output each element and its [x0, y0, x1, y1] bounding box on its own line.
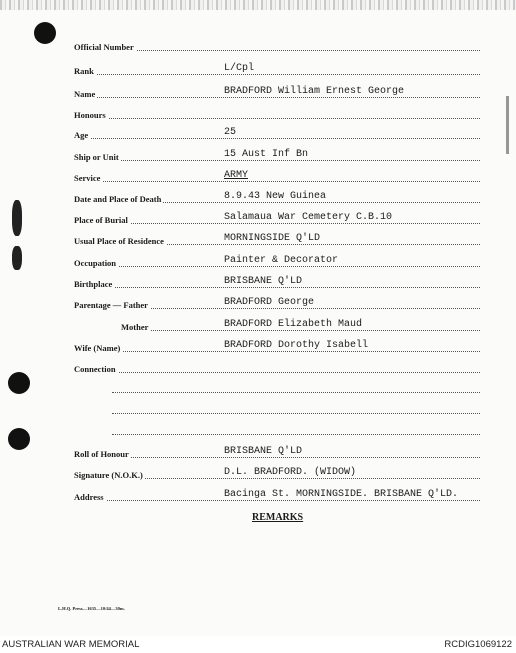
label-place-of-burial: Place of Burial: [74, 215, 128, 225]
scan-edge-noise: [0, 0, 516, 10]
label-roll-of-honour: Roll of Honour: [74, 449, 129, 459]
dotted-line: [74, 74, 480, 75]
label-honours: Honours: [74, 110, 106, 120]
label-rank: Rank: [74, 66, 94, 76]
row-honours: [74, 106, 480, 120]
row-connection: [74, 360, 480, 374]
dotted-line: [74, 181, 480, 182]
label-date-place-death: Date and Place of Death: [74, 194, 162, 204]
value-rank: L/Cpl: [224, 63, 255, 74]
label-occupation: Occupation: [74, 258, 117, 268]
connection-line-4: [112, 434, 480, 435]
dotted-line: [74, 223, 480, 224]
row-name: [74, 85, 480, 99]
dotted-line: [74, 160, 480, 161]
value-mother: BRADFORD Elizabeth Maud: [224, 319, 363, 330]
archive-footer: [0, 638, 516, 653]
row-ship-or-unit: [74, 148, 480, 162]
row-place-of-burial: [74, 211, 480, 225]
label-name: Name: [74, 89, 96, 99]
connection-line-3: [112, 413, 480, 414]
connection-line-2: [112, 392, 480, 393]
label-signature: Signature (N.O.K.): [74, 470, 143, 480]
dotted-line: [74, 372, 480, 373]
scan-blot-upper: [12, 200, 22, 236]
row-service: [74, 169, 480, 183]
row-usual-residence: [74, 232, 480, 246]
dotted-line: [74, 351, 480, 352]
row-birthplace: [74, 275, 480, 289]
value-father: BRADFORD George: [224, 297, 315, 308]
row-rank: [74, 62, 480, 76]
row-roll-of-honour: [74, 445, 480, 459]
label-usual-residence: Usual Place of Residence: [74, 236, 164, 246]
value-birthplace: BRISBANE Q'LD: [224, 276, 303, 287]
label-service: Service: [74, 173, 101, 183]
value-roll-of-honour: BRISBANE Q'LD: [224, 446, 303, 457]
label-connection: Connection: [74, 364, 116, 374]
dotted-line: [74, 266, 480, 267]
value-ship-or-unit: 15 Aust Inf Bn: [224, 149, 309, 160]
value-place-of-burial: Salamaua War Cemetery C.B.10: [224, 212, 393, 223]
dotted-line: [74, 500, 480, 501]
dotted-line: [74, 457, 480, 458]
value-signature: D.L. BRADFORD. (WIDOW): [224, 467, 357, 478]
row-date-place-death: [74, 190, 480, 204]
label-father: Parentage — Father: [74, 300, 148, 310]
punch-hole-top: [34, 22, 56, 44]
value-name: BRADFORD William Ernest George: [224, 86, 405, 97]
row-signature: [74, 466, 480, 480]
row-mother: [121, 318, 480, 332]
scan-blot-middle: [12, 246, 22, 270]
value-wife: BRADFORD Dorothy Isabell: [224, 340, 369, 351]
label-official-number: Official Number: [74, 42, 134, 52]
value-service: ARMY: [224, 170, 249, 181]
label-ship-or-unit: Ship or Unit: [74, 152, 119, 162]
label-age: Age: [74, 130, 89, 140]
row-wife: [74, 339, 480, 353]
dotted-line: [74, 287, 480, 288]
row-official-number: [74, 38, 480, 52]
printer-note: L.H.Q. Press—1635—10/44—30m.: [58, 606, 125, 611]
dotted-line: [74, 138, 480, 139]
label-mother: Mother: [121, 322, 149, 332]
value-usual-residence: MORNINGSIDE Q'LD: [224, 233, 321, 244]
scan-edge-mark: [506, 96, 509, 154]
footer-record-id: RCDIG1069122: [444, 639, 512, 650]
dotted-line: [74, 97, 480, 98]
value-address: Bacinga St. MORNINGSIDE. BRISBANE Q'LD.: [224, 489, 459, 500]
dotted-line: [121, 330, 480, 331]
row-occupation: [74, 254, 480, 268]
punch-hole-lower: [8, 428, 30, 450]
row-address: [74, 488, 480, 502]
remarks-heading: REMARKS: [252, 512, 304, 523]
footer-institution: AUSTRALIAN WAR MEMORIAL: [2, 639, 140, 650]
punch-hole-middle: [8, 372, 30, 394]
row-father: [74, 296, 480, 310]
label-birthplace: Birthplace: [74, 279, 113, 289]
label-address: Address: [74, 492, 104, 502]
row-age: [74, 126, 480, 140]
value-age: 25: [224, 127, 237, 138]
label-wife: Wife (Name): [74, 343, 121, 353]
value-date-place-death: 8.9.43 New Guinea: [224, 191, 327, 202]
value-occupation: Painter & Decorator: [224, 255, 339, 266]
dotted-line: [74, 118, 480, 119]
